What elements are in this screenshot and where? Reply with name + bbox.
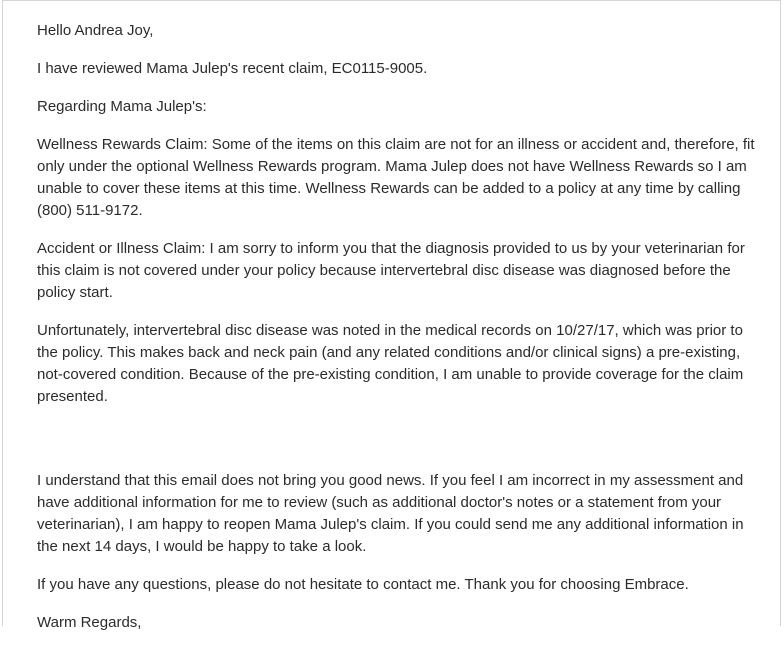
paragraph-wellness-rewards: Wellness Rewards Claim: Some of the items on this claim are not for an illness or accident and, therefore, fit only under the optional Wellness Rewards program. Mama Julep does not have Wellness Rewards so I am unable to cover these items at this time. Wellness Rewards can be added to a policy at any time by calling (800) 511-9172. <box>37 136 755 219</box>
paragraph-regarding: Regarding Mama Julep's: <box>37 98 207 115</box>
email-frame <box>2 0 781 631</box>
paragraph-review: I have reviewed Mama Julep's recent claim, EC0115-9005. <box>37 60 428 77</box>
paragraph-accident-illness: Accident or Illness Claim: I am sorry to inform you that the diagnosis provided to us by your veterinarian for this claim is not covered under your policy because intervertebral disc disease was diagnosed before the policy start. <box>37 240 745 301</box>
paragraph-reopen-claim: I understand that this email does not bring you good news. If you feel I am incorrect in my assessment and have additional information for me to review (such as additional doctor's notes or a statement from your veterinarian), I am happy to reopen Mama Julep's claim. If you could send me any additional information in the next 14 days, I would be happy to take a look. <box>37 472 744 555</box>
paragraph-questions: If you have any questions, please do not hesitate to contact me. Thank you for choosing Embrace. <box>37 576 689 593</box>
signoff: Warm Regards, <box>37 614 142 631</box>
paragraph-preexisting: Unfortunately, intervertebral disc disease was noted in the medical records on 10/27/17, which was prior to the policy. This makes back and neck pain (and any related conditions and/or clinical signs) a pre-existing, not-covered condition. Because of the pre-existing condition, I am unable to provide coverage for the claim presented. <box>37 322 744 405</box>
email-body <box>37 20 759 650</box>
greeting: Hello Andrea Joy, <box>37 22 154 39</box>
blank-line <box>37 424 759 446</box>
